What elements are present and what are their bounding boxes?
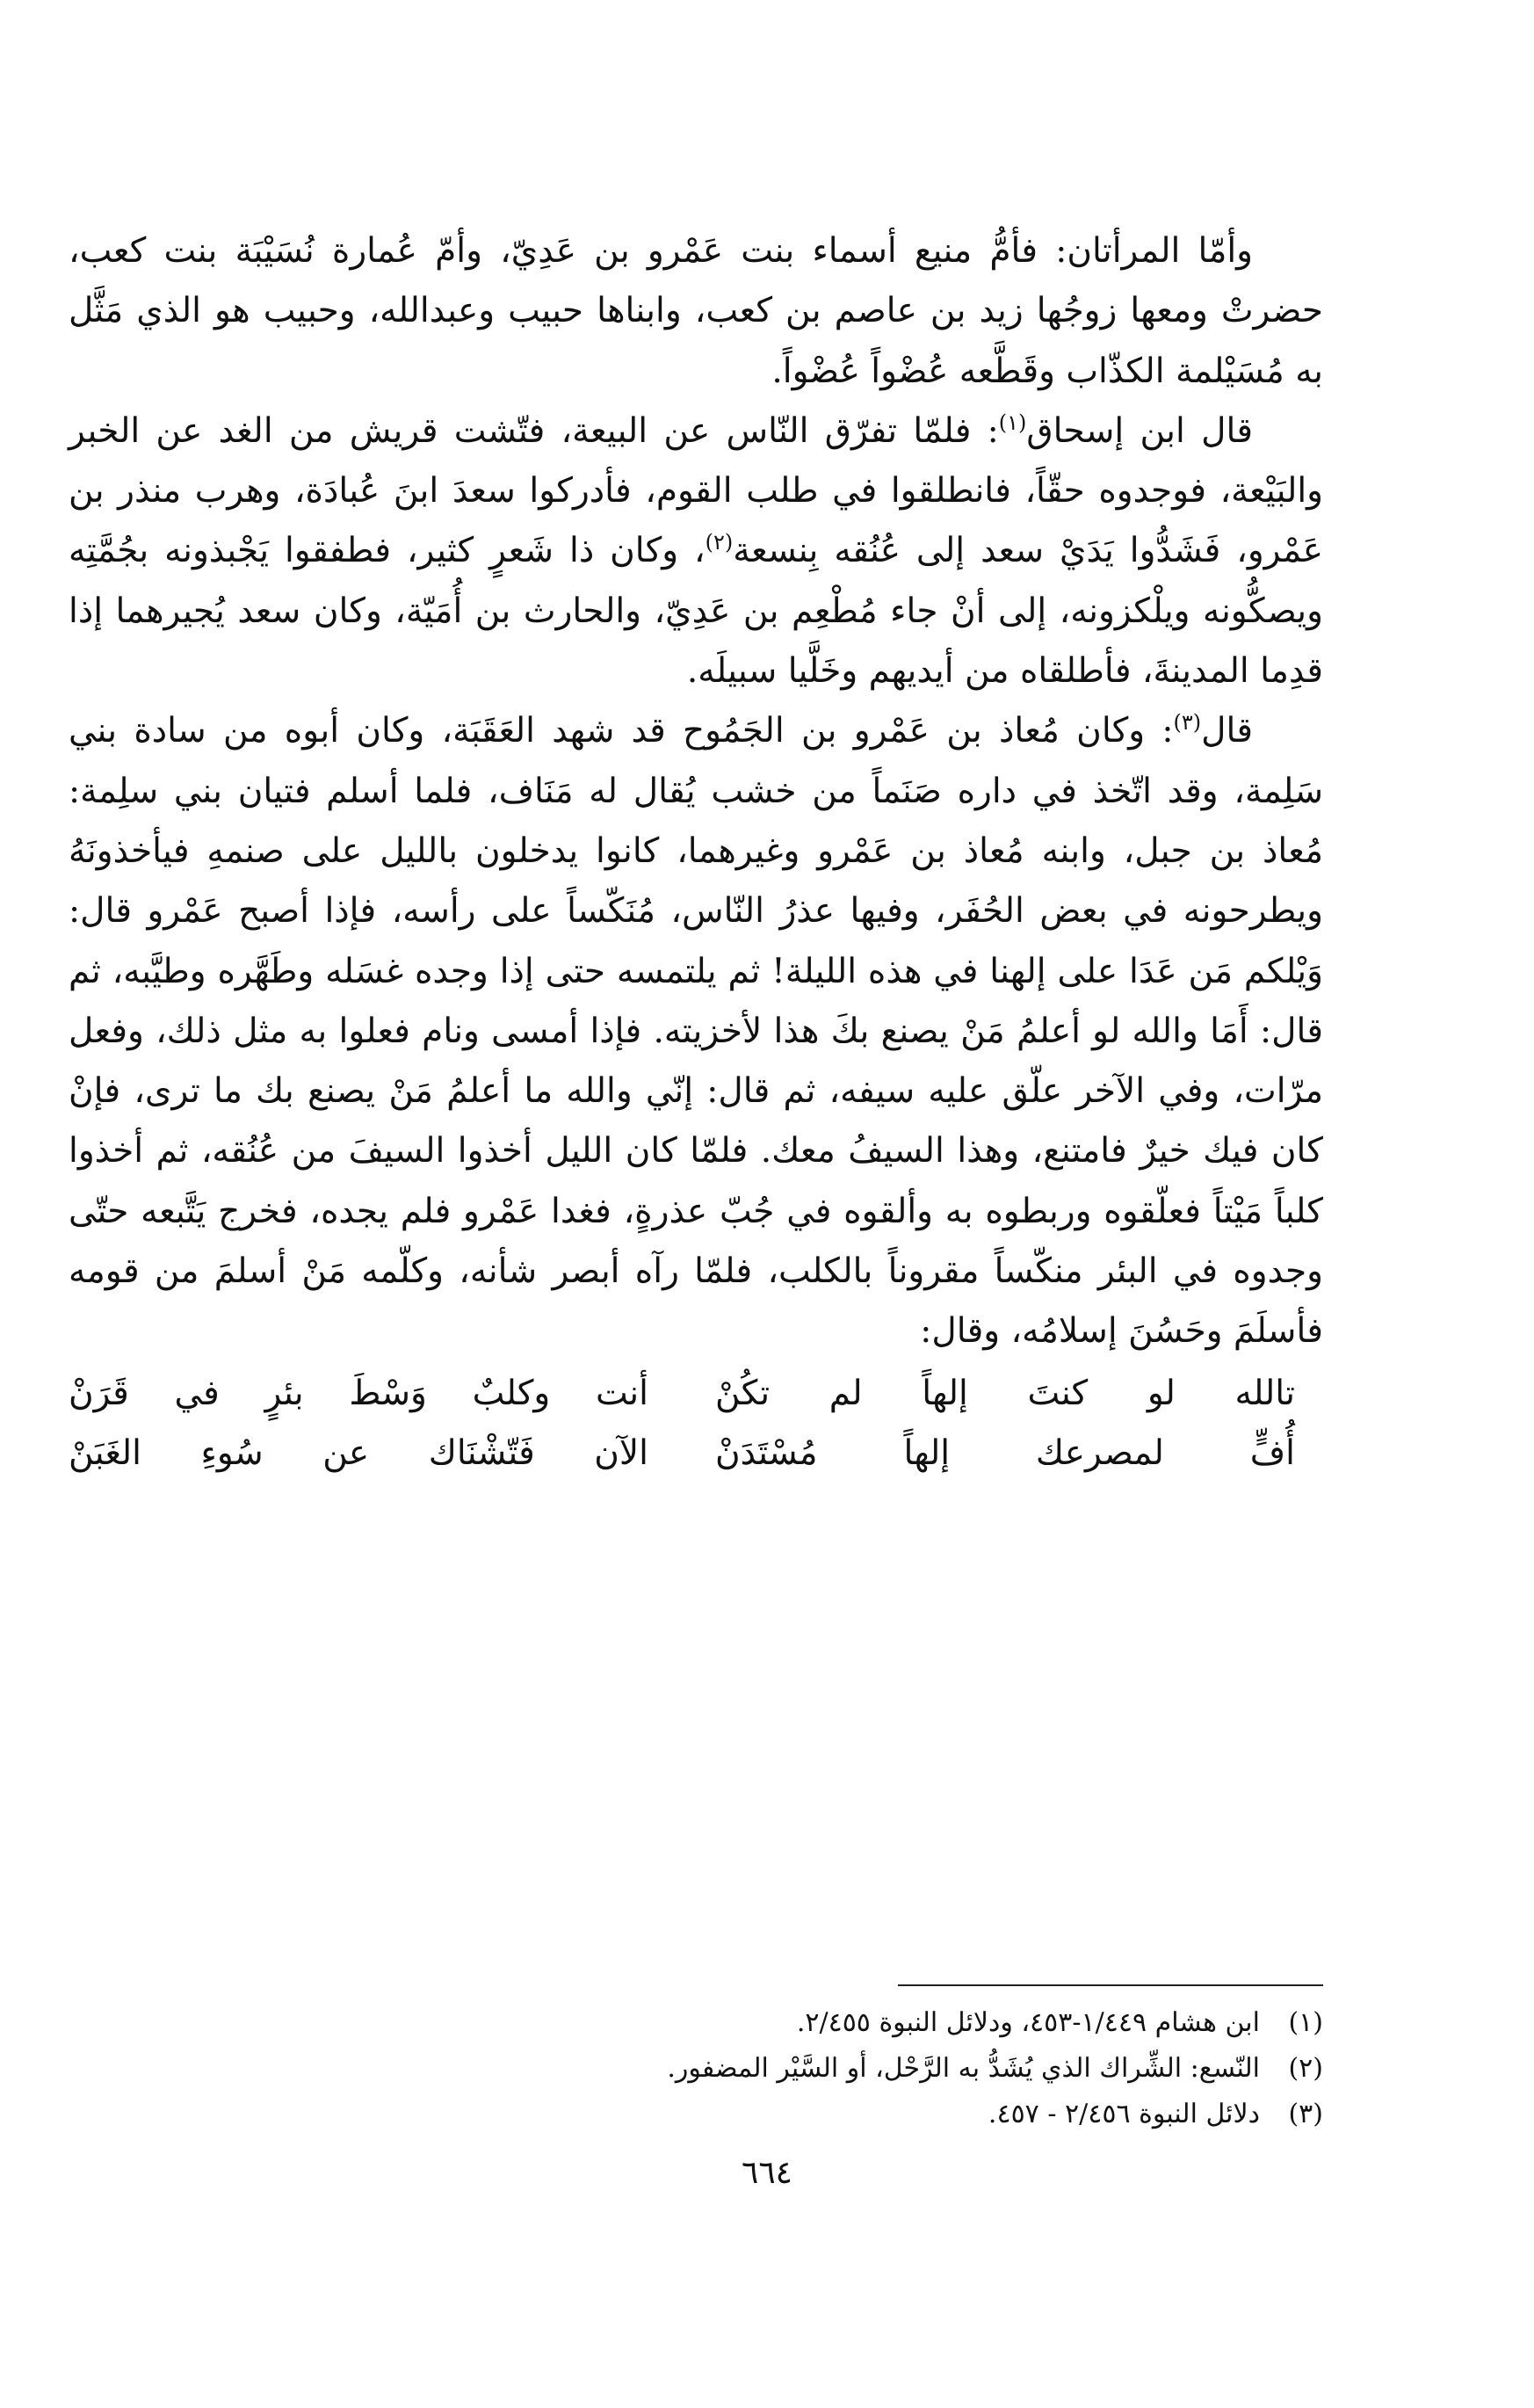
footnote-text: النّسع: الشِّراك الذي يُشَدُّ به الرَّحْل، أو السَّيْر المضفور. <box>667 2053 1260 2084</box>
paragraph-1-text: وأمّا المرأتان: فأمُّ منيع أسماء بنت عَمْرو بن عَدِيّ، وأمّ عُمارة نُسَيْبَة بنت كعب، حضرتْ ومعها زوجُها زيد بن عاصم بن كعب، وابناها حبيب وعبدالله، وحبيب هو الذي مَثَّل به مُسَيْلمة الكذّاب وقَطَّعه عُضْواً عُضْواً. <box>69 231 1323 391</box>
paragraph-2-middle: : فلمّا تفرّق النّاس عن البيعة، فتّشت قريش من الغد عن الخبر والبَيْعة، فوجدوه حقّاً، فانطلقوا في طلب القوم، فأدركوا سعدَ ابنَ عُبادَة، وهرب منذر بن عَمْرو، فَشَدُّوا يَدَيْ سعد إلى عُنُقه بِنسعة <box>69 410 1323 571</box>
footnote-text: دلائل النبوة ٢/٤٥٦ - ٤٥٧. <box>988 2099 1260 2129</box>
footnote-2 <box>264 2046 1323 2092</box>
paragraph-1 <box>69 221 1323 402</box>
footnote-ref-2[interactable]: (٢) <box>705 530 734 555</box>
footnotes <box>264 2000 1323 2137</box>
footnote-ref-3[interactable]: (٣) <box>1173 710 1202 736</box>
page-number: ٦٦٤ <box>741 2155 792 2191</box>
footnote-number: (٢) <box>1288 2053 1323 2084</box>
poem-verse <box>69 1424 1323 1483</box>
footnote-separator <box>898 1984 1323 1986</box>
poem <box>69 1364 1323 1484</box>
paragraph-2 <box>69 402 1323 701</box>
verse-2-second-hemistich: الآن فَتّشْنَاك عن سُوءِ الغَبَنْ <box>69 1432 648 1473</box>
footnote-3 <box>264 2092 1323 2137</box>
main-text <box>69 221 1323 1483</box>
footnote-number: (٣) <box>1288 2099 1323 2129</box>
footnote-1 <box>264 2000 1323 2046</box>
footnote-text: ابن هشام ١/٤٤٩-٤٥٣، ودلائل النبوة ٢/٤٥٥. <box>796 2007 1260 2038</box>
footnote-ref-1[interactable]: (١) <box>998 410 1027 435</box>
poem-verse <box>69 1364 1323 1424</box>
verse-1-second-hemistich: أنت وكلبٌ وَسْطَ بئرٍ في قَرَنْ <box>69 1373 648 1413</box>
verse-1-first-hemistich: تالله لو كنتَ إلهاً لم تكُنْ <box>715 1373 1295 1413</box>
paragraph-3 <box>69 701 1323 1361</box>
footnote-number: (١) <box>1288 2007 1323 2038</box>
paragraph-2-tail: ، وكان ذا شَعرٍ كثير، فطفقوا يَجْبذونه بجُمَّتِه ويصكُّونه ويلْكزونه، إلى أنْ جاء مُطْعِم بن عَدِيّ، والحارث بن أُمَيّة، وكان سعد يُجيرهما إذا قدِما المدينةَ، فأطلقاه من أيديهم وخَلَّيا سبيلَه. <box>69 531 1323 692</box>
verse-2-first-hemistich: أُفٍّ لمصرعك إلهاً مُسْتَدَنْ <box>715 1432 1295 1473</box>
paragraph-2-lead: قال ابن إسحاق <box>1026 410 1253 451</box>
paragraph-3-text: : وكان مُعاذ بن عَمْرو بن الجَمُوح قد شهد العَقَبَة، وكان أبوه من سادة بني سَلِمة، وقد اتّخذ في داره صَنَماً من خشب يُقال له مَنَاف، فلما أسلم فتيان بني سلِمة: مُعاذ بن جبل، وابنه مُعاذ بن عَمْرو وغيرهما، كانوا يدخلون بالليل على صنمهِ فيأخذونَهُ ويطرحونه في بعض الحُفَر، وفيها عذرُ النّاس، مُنَكّساً على رأسه، فإذا أصبح عَمْرو قال: وَيْلكم مَن عَدَا على إلهنا في هذه الليلة! ثم يلتمسه حتى إذا وجده غسَله وطَهَّره وطيَّبه، ثم قال: أَمَا والله لو أعلمُ مَنْ يصنع بكَ هذا لأخزيته. فإذا أمسى ونام فعلوا به مثل ذلك، وفعل مرّات، وفي الآخر علّق عليه سيفه، ثم قال: إنّي والله ما أعلمُ مَنْ يصنع بك ما ترى، فإنْ كان فيك خيرٌ فامتنع، وهذا السيفُ معك. فلمّا كان الليل أخذوا السيفَ من عُنُقه، ثم أخذوا كلباً مَيْتاً فعلّقوه وربطوه به وألقوه في جُبّ عذرةٍ، فغدا عَمْرو فلم يجده، فخرج يَتَّبعه حتّى وجدوه في البئر منكّساً مقروناً بالكلب، فلمّا رآه أبصر شأنه، وكلّمه مَنْ أسلمَ من قومه فأسلَمَ وحَسُنَ إسلامُه، وقال: <box>69 711 1323 1352</box>
paragraph-3-lead: قال <box>1201 711 1253 751</box>
